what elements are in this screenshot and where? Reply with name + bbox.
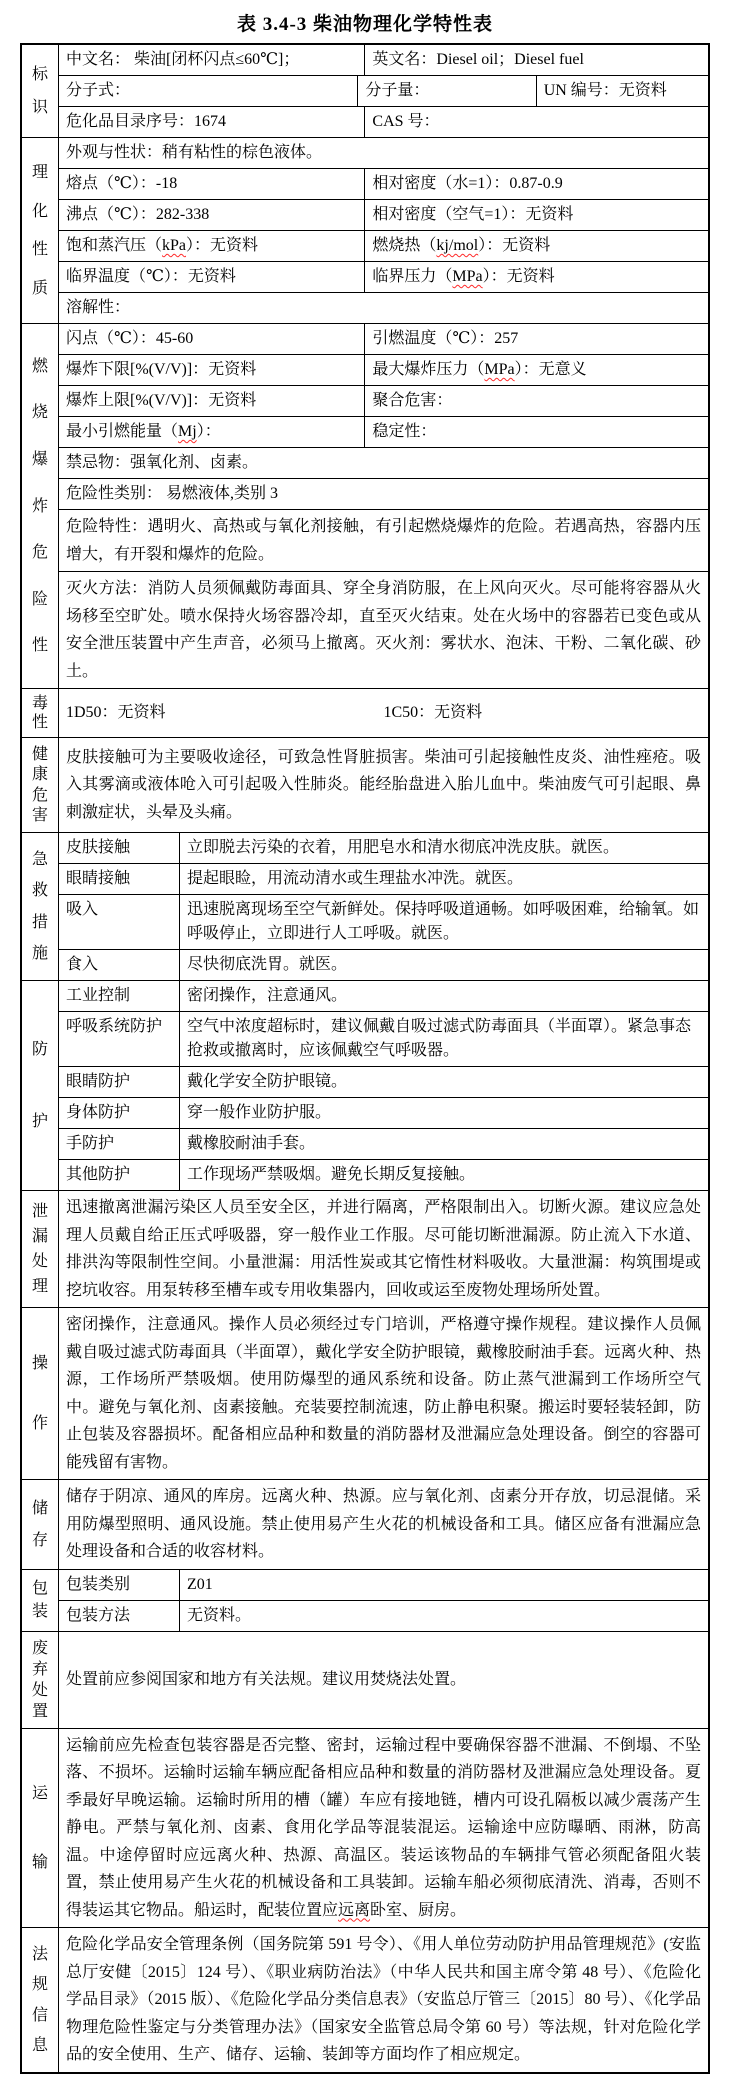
- section-label-physical-chemical: [22, 138, 59, 323]
- field-cell: UN 编号：无资料: [536, 76, 708, 106]
- section-body: [59, 1480, 708, 1569]
- table-row: [59, 106, 708, 137]
- row-value-cell: 迅速脱离现场至空气新鲜处。保持呼吸道通畅。如呼吸困难，给输氧。如呼吸停止，立即进行人工呼吸。就医。: [187, 901, 700, 942]
- row-value-cell: 立即脱去污染的衣着，用肥皂水和清水彻底冲洗皮肤。就医。: [187, 839, 620, 856]
- row-label-cell: 包装类别: [59, 1570, 180, 1600]
- section-label-toxicity: [22, 689, 59, 737]
- full-width-cell: 危险化学品安全管理条例（国务院第 591 号令）、《用人单位劳动防护用品管理规范》(安监总厅安健〔2015〕124 号）、《职业病防治法》（中华人民共和国主席令第 48 号）、《危险化学品目录》（2015 版）、《危险化学品分类信息表》（安监总厅管三〔2015〕80 号）、《化学品物理危险性鉴定与分类管理办法》（国家安全监管总局令第 60 号）等法规，针对危险化学品的安全使用、生产、储存、运输、装卸等方面均作了相应规定。: [66, 1936, 701, 2063]
- section-body: [59, 833, 708, 980]
- table-row: [59, 230, 708, 261]
- field-cell: CAS 号：: [364, 107, 708, 137]
- table-row: [59, 1159, 708, 1190]
- row-label-cell: 其他防护: [59, 1160, 180, 1190]
- section-label-text: 防 护: [31, 1040, 48, 1131]
- row-label-cell: 呼吸系统防护: [59, 1012, 180, 1066]
- section-fire-explosion-hazard: [22, 323, 708, 688]
- table-row: [59, 1097, 708, 1128]
- field-cell: 爆炸上限[%(V/V)]：无资料: [66, 392, 257, 409]
- field-cell: 相对密度（空气=1）：无资料: [364, 200, 708, 230]
- full-width-cell: 密闭操作，注意通风。操作人员必须经过专门培训，严格遵守操作规程。建议操作人员佩戴自吸过滤式防毒面具（半面罩），戴化学安全防护眼镜，戴橡胶耐油手套。远离火种、热源，工作场所严禁吸烟。使用防爆型的通风系统和设备。防止蒸气泄漏到工作场所空气中。避免与氧化剂、卤素接触。充装要控制流速，防止静电积聚。搬运时要轻装轻卸，防止包装及容器损坏。配备相应品种和数量的消防器材及泄漏应急处理设备。倒空的容器可能残留有害物。: [66, 1316, 701, 1471]
- table-row: [59, 1128, 708, 1159]
- table-row: [59, 261, 708, 292]
- table-row: [59, 45, 708, 75]
- section-first-aid: [22, 832, 708, 980]
- field-cell: 分子量：: [357, 76, 535, 106]
- section-transport: [22, 1728, 708, 1928]
- table-row: [59, 1066, 708, 1097]
- table-row: [59, 571, 708, 688]
- table-row: [59, 168, 708, 199]
- section-label-handling: [22, 1308, 59, 1479]
- table-row: [59, 949, 708, 980]
- pair-value: 1C50：无资料: [383, 704, 483, 721]
- row-value-cell: 无资料。: [187, 1606, 252, 1624]
- field-cell: 中文名： 柴油[闭杯闪点≤60℃]；: [66, 51, 300, 68]
- table-row: [59, 385, 708, 416]
- section-label-health-hazard: [22, 738, 59, 832]
- row-label-cell: 身体防护: [59, 1098, 180, 1128]
- field-cell: 燃烧热（kj/mol）：无资料: [364, 231, 708, 261]
- section-label-text: 理 化 性 质: [31, 163, 48, 298]
- table-row: [59, 689, 708, 737]
- section-label-text: 操 作: [31, 1355, 48, 1432]
- table-row: [59, 324, 708, 354]
- section-body: [59, 981, 708, 1190]
- table-row: [59, 1928, 708, 2072]
- table-row: [59, 354, 708, 385]
- section-label-text: 法 规 信 息: [31, 1945, 48, 2054]
- field-cell: 引燃温度（℃）：257: [364, 324, 708, 354]
- field-cell: 闪点（℃）：45-60: [66, 330, 194, 347]
- full-width-cell: 处置前应参阅国家和地方有关法规。建议用焚烧法处置。: [66, 1670, 467, 1688]
- spellcheck-underlined-text: kj/mol: [436, 237, 479, 254]
- chemical-characteristics-table: [20, 43, 710, 2074]
- field-cell: 爆炸下限[%(V/V)]：无资料: [66, 361, 257, 378]
- section-body: [59, 45, 708, 137]
- section-body: [59, 138, 708, 323]
- section-label-text: 急 救 措 施: [31, 851, 48, 962]
- section-label-text: 废 弃 处 置: [31, 1639, 48, 1720]
- section-label-packaging: [22, 1570, 59, 1631]
- section-storage: [22, 1479, 708, 1569]
- row-value-cell: 空气中浓度超标时，建议佩戴自吸过滤式防毒面具（半面罩）。紧急事态抢救或撤离时，应该佩戴空气呼吸器。: [187, 1018, 692, 1059]
- table-row: [59, 1191, 708, 1307]
- field-cell: 相对密度（水=1）：0.87-0.9: [364, 169, 708, 199]
- table-row: [59, 138, 708, 168]
- section-body: [59, 1570, 708, 1631]
- section-body: [59, 1928, 708, 2072]
- row-value-cell: 密闭操作，注意通风。: [187, 987, 348, 1004]
- field-cell: 聚合危害：: [364, 386, 708, 416]
- table-row: [59, 738, 708, 832]
- section-body: [59, 689, 708, 737]
- section-identification: [22, 45, 708, 137]
- field-cell: 最小引燃能量（Mj）：: [66, 423, 221, 440]
- page-title: 表 3.4-3 柴油物理化学特性表: [236, 14, 494, 35]
- section-regulations: [22, 1927, 708, 2072]
- table-row: [59, 1308, 708, 1479]
- row-value-cell: 工作现场严禁吸烟。避免长期反复接触。: [187, 1166, 476, 1183]
- pair-cell: [59, 698, 708, 728]
- full-width-cell: 运输前应先检查包装容器是否完整、密封，运输过程中要确保容器不泄漏、不倒塌、不坠落、不损坏。运输时运输车辆应配备相应品种和数量的消防器材及泄漏应急处理设备。夏季最好早晚运输。运输时所用的槽（罐）车应有接地链，槽内可设孔隔板以减少震荡产生静电。严禁与氧化剂、卤素、食用化学品等混装混运。运输途中应防曝晒、雨淋，防高温。中途停留时应远离火种、热源、高温区。装运该物品的车辆排气管必须配备阻火装置，禁止使用易产生火花的机械设备和工具装卸。运输车船必须彻底清洗、消毒，否则不得装运其它物品。船运时，配装位置应远离卧室、厨房。: [66, 1736, 701, 1919]
- field-cell: 最大爆炸压力（MPa）：无意义: [364, 355, 708, 385]
- full-width-cell: 皮肤接触可为主要吸收途径，可致急性肾脏损害。柴油可引起接触性皮炎、油性痤疮。吸入其雾滴或液体呛入可引起吸入性肺炎。能经胎盘进入胎儿血中。柴油废气可引起眼、鼻刺激症状，头晕及头痛。: [66, 748, 701, 821]
- section-body: [59, 1729, 708, 1928]
- table-row: [59, 199, 708, 230]
- section-label-protection: [22, 981, 59, 1190]
- row-label-cell: 吸入: [59, 895, 180, 949]
- field-cell: 临界温度（℃）：无资料: [66, 268, 236, 285]
- row-label-cell: 眼睛防护: [59, 1067, 180, 1097]
- spellcheck-underlined-text: 远离: [338, 1901, 371, 1919]
- full-width-cell: 灭火方法：消防人员须佩戴防毒面具、穿全身消防服，在上风向灭火。尽可能将容器从火场移至空旷处。喷水保持火场容器冷却，直至灭火结束。处在火场中的容器若已变色或从安全泄压装置中产生声音，必须马上撤离。灭火剂：雾状水、泡沫、干粉、二氧化碳、砂土。: [66, 580, 701, 680]
- section-packaging: [22, 1569, 708, 1631]
- full-width-cell: 储存于阴凉、通风的库房。远离火种、热源。应与氧化剂、卤素分开存放，切忌混储。采用防爆型照明、通风设施。禁止使用易产生火花的机械设备和工具。储区应备有泄漏应急处理设备和合适的收容材料。: [66, 1488, 701, 1560]
- section-label-text: 包 装: [31, 1579, 48, 1621]
- table-row: [59, 833, 708, 863]
- section-label-identification: [22, 45, 59, 137]
- full-width-cell: 禁忌物：强氧化剂、卤素。: [66, 454, 259, 471]
- table-row: [59, 1570, 708, 1600]
- section-waste-disposal: [22, 1631, 708, 1728]
- section-body: [59, 1632, 708, 1728]
- section-body: [59, 1191, 708, 1307]
- table-row: [59, 1600, 708, 1631]
- section-leak-handling: [22, 1190, 708, 1307]
- row-label-cell: 眼睛接触: [59, 864, 180, 894]
- row-label-cell: 工业控制: [59, 981, 180, 1011]
- field-cell: 危化品目录序号：1674: [66, 113, 227, 130]
- section-label-text: 健 康 危 害: [31, 745, 48, 825]
- table-row: [59, 478, 708, 509]
- field-cell: 临界压力（MPa）：无资料: [364, 262, 708, 292]
- section-label-text: 毒 性: [31, 695, 48, 731]
- table-row: [59, 863, 708, 894]
- field-cell: 分子式：: [66, 82, 131, 99]
- row-label-cell: 皮肤接触: [59, 833, 180, 863]
- section-label-text: 燃 烧 爆 炸 危 险 性: [31, 357, 48, 655]
- table-row: [59, 1011, 708, 1066]
- section-protection: [22, 980, 708, 1190]
- full-width-cell: 溶解性：: [66, 299, 131, 316]
- section-health-hazard: [22, 737, 708, 832]
- section-body: [59, 324, 708, 688]
- row-value-cell: 尽快彻底洗胃。就医。: [187, 956, 348, 973]
- section-body: [59, 1308, 708, 1479]
- table-row: [59, 981, 708, 1011]
- section-label-first-aid: [22, 833, 59, 980]
- section-label-regulations: [22, 1928, 59, 2072]
- spellcheck-underlined-text: MPa: [484, 361, 515, 378]
- section-label-text: 标 识: [31, 65, 48, 117]
- section-physical-chemical: [22, 137, 708, 323]
- table-row: [59, 1729, 708, 1928]
- section-label-text: 运 输: [31, 1784, 48, 1871]
- field-cell: 熔点（℃）：-18: [66, 175, 178, 192]
- full-width-cell: 危险特性：遇明火、高热或与氧化剂接触，有引起燃烧爆炸的危险。若遇高热，容器内压增大，有开裂和爆炸的危险。: [66, 518, 701, 563]
- field-cell: 英文名：Diesel oil；Diesel fuel: [364, 45, 708, 75]
- table-row: [59, 509, 708, 571]
- row-label-cell: 食入: [59, 950, 180, 980]
- spellcheck-underlined-text: Mj: [178, 423, 197, 440]
- table-row: [59, 894, 708, 949]
- section-label-waste-disposal: [22, 1632, 59, 1728]
- row-value-cell: Z01: [187, 1575, 213, 1593]
- table-row: [59, 1632, 708, 1728]
- section-label-leak-handling: [22, 1191, 59, 1307]
- section-body: [59, 738, 708, 832]
- table-row: [59, 292, 708, 323]
- row-label-cell: 手防护: [59, 1129, 180, 1159]
- row-value-cell: 穿一般作业防护服。: [187, 1104, 332, 1121]
- pair-value: 1D50：无资料: [66, 704, 166, 721]
- full-width-cell: 迅速撤离泄漏污染区人员至安全区，并进行隔离，严格限制出入。切断火源。建议应急处理人员戴自给正压式呼吸器，穿一般作业工作服。尽可能切断泄漏源。防止流入下水道、排洪沟等限制性空间。小量泄漏：用活性炭或其它惰性材料吸收。大量泄漏：构筑围堤或挖坑收容。用泵转移至槽车或专用收集器内，回收或运至废物处理场所处置。: [66, 1199, 701, 1299]
- field-cell: 稳定性：: [364, 417, 708, 447]
- spellcheck-underlined-text: MPa: [452, 268, 483, 285]
- field-cell: 沸点（℃）：282-338: [66, 206, 210, 223]
- row-value-cell: 戴化学安全防护眼镜。: [187, 1073, 348, 1090]
- section-label-text: 储 存: [31, 1499, 48, 1549]
- row-label-cell: 包装方法: [59, 1601, 180, 1631]
- table-row: [59, 416, 708, 447]
- section-label-storage: [22, 1480, 59, 1569]
- section-label-fire-explosion-hazard: [22, 324, 59, 688]
- table-row: [59, 75, 708, 106]
- section-toxicity: [22, 688, 708, 737]
- full-width-cell: 危险性类别： 易燃液体,类别 3: [66, 485, 279, 502]
- row-value-cell: 戴橡胶耐油手套。: [187, 1135, 316, 1152]
- spellcheck-underlined-text: kPa: [162, 237, 187, 254]
- field-cell: 饱和蒸汽压（kPa）：无资料: [66, 237, 259, 254]
- section-handling: [22, 1307, 708, 1479]
- section-label-text: 泄 漏 处 理: [31, 1203, 48, 1295]
- row-value-cell: 提起眼睑，用流动清水或生理盐水冲洗。就医。: [187, 870, 524, 887]
- table-row: [59, 1480, 708, 1569]
- full-width-cell: 外观与性状：稍有粘性的棕色液体。: [66, 144, 323, 161]
- section-label-transport: [22, 1729, 59, 1928]
- table-row: [59, 447, 708, 478]
